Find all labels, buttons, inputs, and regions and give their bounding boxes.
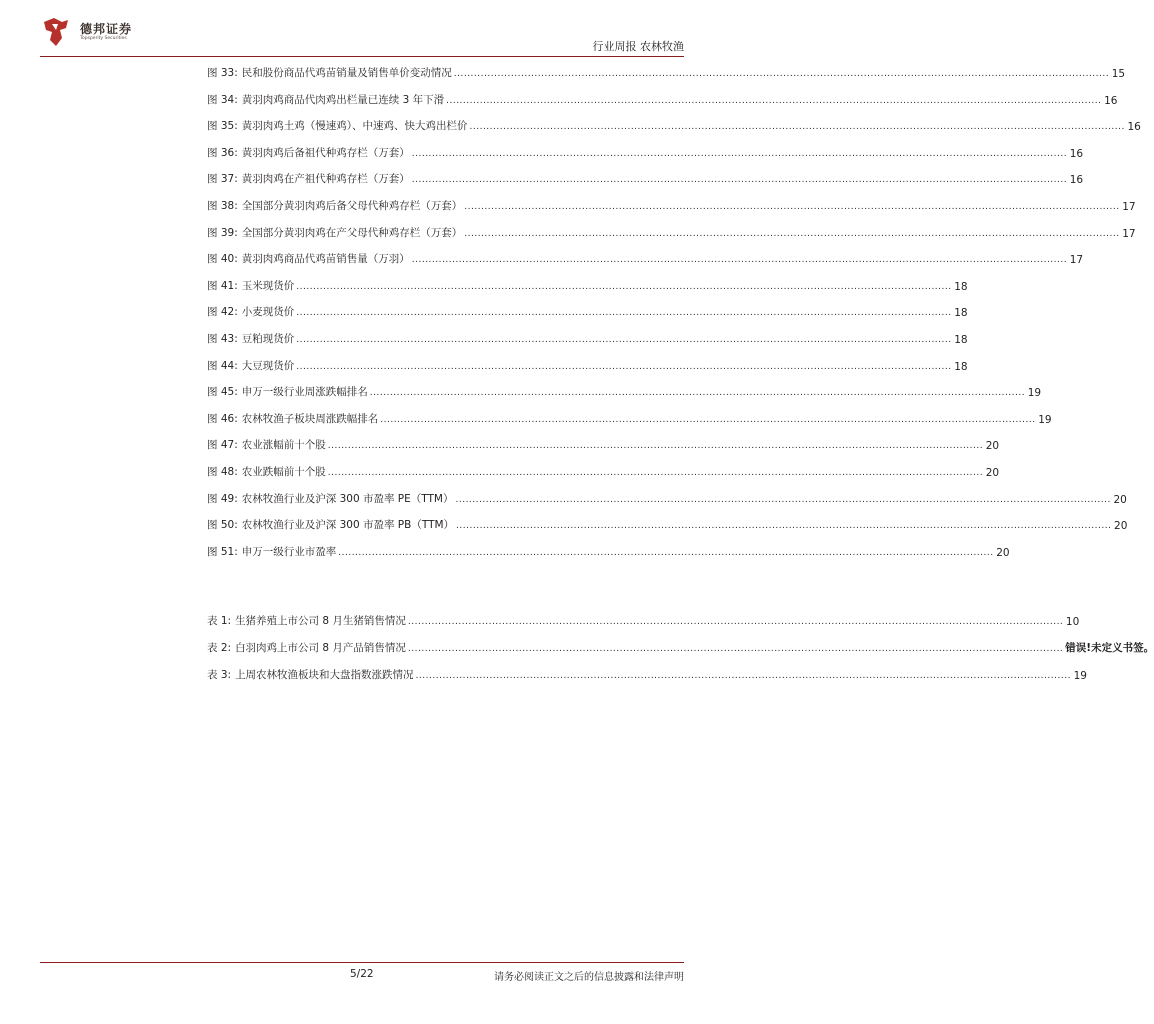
figure-index-entry[interactable] xyxy=(207,412,1052,426)
figure-index-entry[interactable] xyxy=(207,385,1042,399)
entry-label: 图 47: xyxy=(207,439,238,451)
table-index-entry[interactable] xyxy=(207,614,1080,628)
entry-label: 表 1: xyxy=(207,615,232,627)
figure-index-entry[interactable] xyxy=(207,545,1010,559)
report-category: 行业周报 农林牧渔 xyxy=(592,40,684,53)
dot-leader: ................................................................................................................................................................................................... xyxy=(296,362,952,372)
entry-label: 图 50: xyxy=(207,519,238,531)
entry-title: 黄羽肉鸡在产祖代种鸡存栏（万套） xyxy=(241,173,410,185)
dot-leader: ................................................................................................................................................................................................... xyxy=(464,202,1120,212)
entry-page-number: 20 xyxy=(1113,494,1127,506)
dot-leader: ................................................................................................................................................................................................... xyxy=(415,671,1071,681)
header-divider xyxy=(40,56,684,57)
entry-label: 图 33: xyxy=(207,67,238,79)
figure-index-entry[interactable] xyxy=(207,518,1128,532)
entry-page-number: 17 xyxy=(1069,254,1084,266)
entry-page-number: 19 xyxy=(1027,387,1042,399)
entry-page-number: 20 xyxy=(985,440,1000,452)
figure-index-entry[interactable] xyxy=(207,465,1000,479)
entry-label: 图 43: xyxy=(207,333,238,345)
dot-leader: ................................................................................................................................................................................................... xyxy=(380,415,1036,425)
figure-index-entry[interactable] xyxy=(207,146,1084,160)
figure-index-entry[interactable] xyxy=(207,226,1136,240)
entry-title: 农业跌幅前十个股 xyxy=(241,466,326,478)
dot-leader: ................................................................................................................................................................................................... xyxy=(464,229,1120,239)
figure-index-entry[interactable] xyxy=(207,172,1084,186)
logo-mark-icon xyxy=(40,16,72,48)
table-index-entry[interactable] xyxy=(207,641,1154,655)
entry-label: 图 49: xyxy=(207,493,238,505)
dot-leader: ................................................................................................................................................................................................... xyxy=(407,644,1064,654)
entry-page-number: 20 xyxy=(1114,520,1128,532)
entry-page-number: 10 xyxy=(1065,616,1080,628)
company-logo xyxy=(40,14,190,50)
entry-title: 全国部分黄羽肉鸡在产父母代种鸡存栏（万套） xyxy=(241,227,463,239)
entry-page-number: 19 xyxy=(1073,670,1087,682)
entry-label: 图 42: xyxy=(207,306,238,318)
entry-label: 表 3: xyxy=(207,669,232,681)
dot-leader: ................................................................................................................................................................................................... xyxy=(446,96,1102,106)
page-header xyxy=(40,14,684,54)
figure-index-entry[interactable] xyxy=(207,279,968,293)
dot-leader: ................................................................................................................................................................................................... xyxy=(411,149,1068,159)
entry-title: 黄羽肉鸡商品代鸡苗销售量（万羽） xyxy=(241,253,410,265)
figure-index-entry[interactable] xyxy=(207,199,1136,213)
entry-page-number: 18 xyxy=(954,307,968,319)
entry-label: 图 45: xyxy=(207,386,238,398)
entry-title: 农林牧渔子板块周涨跌幅排名 xyxy=(241,413,379,425)
entry-label: 图 51: xyxy=(207,546,238,558)
entry-page-number: 20 xyxy=(985,467,1000,479)
entry-title: 大豆现货价 xyxy=(241,360,295,372)
logo-english-name: Topsperity Securities xyxy=(80,36,127,41)
dot-leader: ................................................................................................................................................................................................... xyxy=(456,521,1112,531)
entry-label: 图 46: xyxy=(207,413,238,425)
entry-label: 图 40: xyxy=(207,253,238,265)
entry-page-number: 16 xyxy=(1127,121,1141,133)
entry-page-number: 16 xyxy=(1069,148,1084,160)
entry-label: 图 38: xyxy=(207,200,238,212)
entry-title: 黄羽肉鸡商品代肉鸡出栏量已连续 3 年下滑 xyxy=(241,94,445,106)
dot-leader: ................................................................................................................................................................................................... xyxy=(296,282,952,292)
dot-leader: ................................................................................................................................................................................................... xyxy=(327,441,984,451)
logo-chinese-name: 德邦证券 xyxy=(80,22,133,36)
entry-title: 农林牧渔行业及沪深 300 市盈率 PB（TTM） xyxy=(241,519,455,531)
entry-page-number: 18 xyxy=(954,334,968,346)
entry-page-number: 17 xyxy=(1122,201,1136,213)
legal-disclaimer: 请务必阅读正文之后的信息披露和法律声明 xyxy=(494,972,684,983)
entry-title: 小麦现货价 xyxy=(241,306,295,318)
entry-title: 申万一级行业周涨跌幅排名 xyxy=(241,386,368,398)
entry-title: 申万一级行业市盈率 xyxy=(241,546,337,558)
entry-title: 黄羽肉鸡后备祖代种鸡存栏（万套） xyxy=(241,147,410,159)
figure-index-entry[interactable] xyxy=(207,119,1141,133)
dot-leader: ................................................................................................................................................................................................... xyxy=(411,255,1068,265)
table-index-entry[interactable] xyxy=(207,668,1087,682)
entry-title: 白羽肉鸡上市公司 8 月产品销售情况 xyxy=(235,642,406,654)
entry-page-number: 18 xyxy=(954,281,968,293)
entry-label: 图 36: xyxy=(207,147,238,159)
entry-page-number: 20 xyxy=(996,547,1010,559)
entry-page-number: 15 xyxy=(1111,68,1126,80)
figure-index-entry[interactable] xyxy=(207,332,968,346)
dot-leader: ................................................................................................................................................................................................... xyxy=(469,122,1125,132)
entry-title: 民和股份商品代鸡苗销量及销售单价变动情况 xyxy=(241,67,452,79)
dot-leader: ................................................................................................................................................................................................... xyxy=(411,175,1068,185)
entry-title: 生猪养殖上市公司 8 月生猪销售情况 xyxy=(235,615,406,627)
entry-title: 农业涨幅前十个股 xyxy=(241,439,326,451)
entry-label: 图 44: xyxy=(207,360,238,372)
dot-leader: ................................................................................................................................................................................................... xyxy=(369,388,1026,398)
entry-label: 表 2: xyxy=(207,642,232,654)
entry-label: 图 39: xyxy=(207,227,238,239)
entry-page-number: 16 xyxy=(1069,174,1084,186)
entry-label: 图 41: xyxy=(207,280,238,292)
entry-page-number: 19 xyxy=(1038,414,1052,426)
dot-leader: ................................................................................................................................................................................................... xyxy=(338,548,994,558)
figure-index-entry[interactable] xyxy=(207,93,1118,107)
entry-title: 玉米现货价 xyxy=(241,280,295,292)
entry-title: 黄羽肉鸡土鸡（慢速鸡）、中速鸡、快大鸡出栏价 xyxy=(241,120,468,132)
page-number: 5/22 xyxy=(350,968,374,980)
figure-index-entry[interactable] xyxy=(207,66,1126,80)
dot-leader: ................................................................................................................................................................................................... xyxy=(453,69,1110,79)
figure-index-entry[interactable] xyxy=(207,492,1127,506)
figure-index-entry[interactable] xyxy=(207,438,1000,452)
entry-title: 豆粕现货价 xyxy=(241,333,295,345)
figure-index-entry[interactable] xyxy=(207,305,968,319)
entry-label: 图 35: xyxy=(207,120,238,132)
dot-leader: ................................................................................................................................................................................................... xyxy=(407,617,1064,627)
entry-title: 农林牧渔行业及沪深 300 市盈率 PE（TTM） xyxy=(241,493,454,505)
entry-label: 图 34: xyxy=(207,94,238,106)
entry-page-number: 错误!未定义书签。 xyxy=(1065,642,1154,654)
entry-title: 上周农林牧渔板块和大盘指数涨跌情况 xyxy=(235,669,414,681)
footer-divider xyxy=(40,962,684,963)
dot-leader: ................................................................................................................................................................................................... xyxy=(296,308,952,318)
figure-index-entry[interactable] xyxy=(207,252,1084,266)
dot-leader: ................................................................................................................................................................................................... xyxy=(327,468,984,478)
dot-leader: ................................................................................................................................................................................................... xyxy=(296,335,952,345)
entry-title: 全国部分黄羽肉鸡后备父母代种鸡存栏（万套） xyxy=(241,200,463,212)
entry-page-number: 18 xyxy=(954,361,968,373)
entry-page-number: 16 xyxy=(1104,95,1118,107)
figure-index-entry[interactable] xyxy=(207,359,968,373)
entry-label: 图 37: xyxy=(207,173,238,185)
entry-page-number: 17 xyxy=(1122,228,1136,240)
entry-label: 图 48: xyxy=(207,466,238,478)
dot-leader: ................................................................................................................................................................................................... xyxy=(455,495,1111,505)
